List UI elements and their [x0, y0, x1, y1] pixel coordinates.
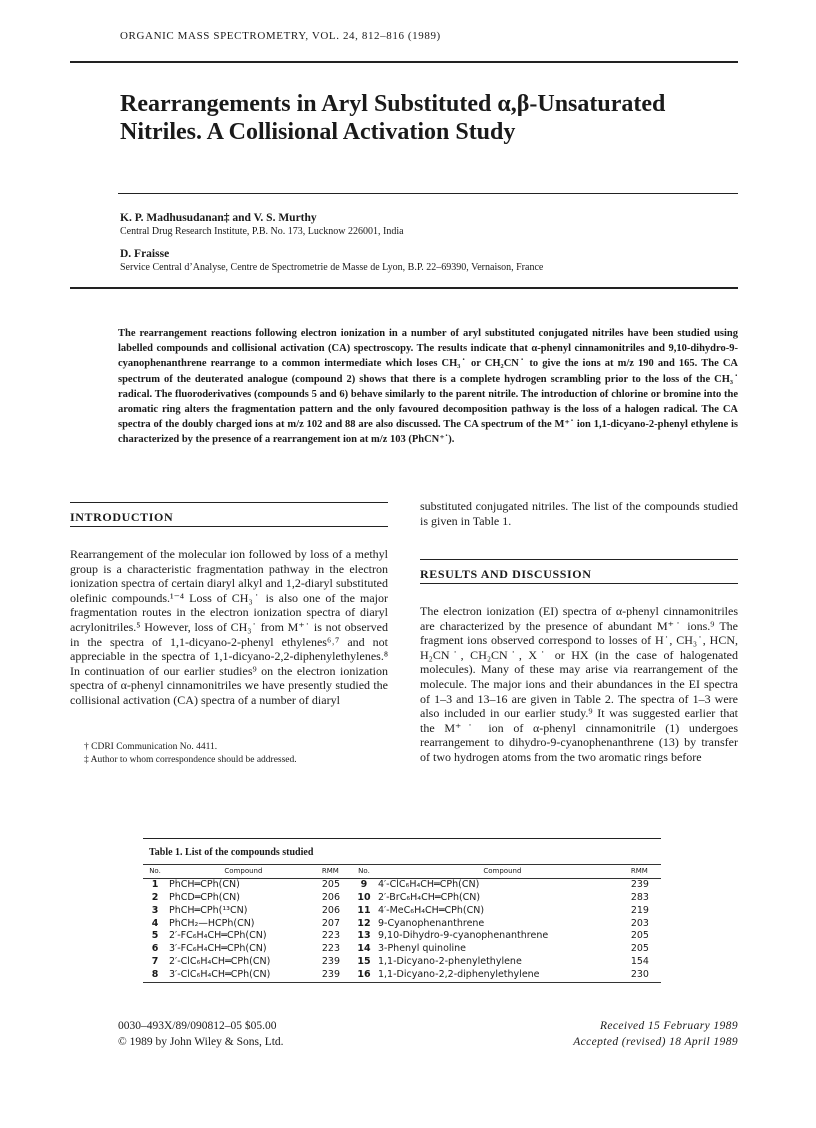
cell-compound: 9,10-Dihydro-9-cyanophenanthrene [377, 930, 549, 942]
cell-rmm: 239 [321, 968, 340, 980]
cell-compound: 2′-ClC₆H₄CH═CPh(CN) [169, 955, 271, 967]
cell-compound: 2′-BrC₆H₄CH═CPh(CN) [377, 891, 481, 903]
author-block-2 [120, 248, 543, 273]
article-title: Rearrangements in Aryl Substituted α,β-Unsaturated Nitriles. A Collisional Activation Study [120, 91, 666, 145]
cell-no: 7 [151, 955, 159, 967]
introduction-paragraph [70, 547, 388, 708]
introduction-continuation: substituted conjugated nitriles. The list of the compounds studied is given in Table 1. [420, 499, 738, 528]
cell-rmm: 239 [630, 879, 649, 891]
cell-no: 8 [151, 968, 159, 980]
issn-price: 0030–493X/89/090812–05 $05.00 [118, 1020, 277, 1032]
cell-no: 5 [151, 930, 159, 942]
results-heading: RESULTS AND DISCUSSION [420, 567, 592, 581]
th-no-1: No. [143, 865, 167, 879]
intro-rule-top [70, 502, 388, 503]
table-row [143, 918, 661, 931]
cell-no: 10 [357, 891, 371, 903]
cell-compound: 3′-FC₆H₄CH═CPh(CN) [169, 943, 267, 955]
results-rule-bottom [420, 583, 738, 584]
cell-no: 3 [151, 904, 159, 916]
cell-compound: 9-Cyanophenanthrene [377, 917, 485, 929]
table-header-row [143, 865, 661, 879]
cell-rmm: 230 [630, 968, 649, 980]
cell-compound: 1,1-Dicyano-2,2-diphenylethylene [377, 968, 540, 980]
intro-rule-bottom [70, 526, 388, 527]
cell-rmm: 206 [321, 904, 340, 916]
th-compound-1: Compound [167, 865, 320, 879]
cell-compound: 4′-ClC₆H₄CH═CPh(CN) [377, 879, 480, 891]
cell-rmm: 206 [321, 891, 340, 903]
cell-rmm: 239 [321, 955, 340, 967]
cell-no: 9 [360, 879, 368, 891]
cell-rmm: 205 [321, 879, 340, 891]
cell-no: 16 [357, 968, 371, 980]
introduction-heading: INTRODUCTION [70, 510, 174, 524]
cell-no: 2 [151, 891, 159, 903]
authors-rule [70, 287, 738, 289]
cell-no: 15 [357, 955, 371, 967]
abstract: The rearrangement reactions following electron ionization in a number of aryl substituted conjugated nitriles have been studied using labelled compounds and collisional activation (CA) spectroscopy. The results indicate that α-phenyl cinnamonitriles and 9,10-dihydro-9-cyanophenanthrene rearrange to a common intermediate which loses CH₃˙ or CH₂CN˙ to give the ions at m/z 190 and 165. The CA spectrum of the deuterated analogue (compound 2) shows that there is a complete hydrogen scrambling prior to the loss of the CH₃˙ radical. The fluoroderivatives (compounds 5 and 6) behave similarly to the parent nitrile. The introduction of chlorine or bromine into the aromatic ring alters the fragmentation pattern and the only favoured decomposition pathway is the loss of a halogen radical. The CA spectra of the doubly charged ions at m/z 102 and 88 are also discussed. The CA spectrum of the M⁺˙ ion 1,1-dicyano-2-phenyl ethylene is characterized by the presence of a rearrangement ion at m/z 103 (PhCN⁺˙). [118, 328, 738, 446]
author-affiliation-1: Central Drug Research Institute, P.B. No. 173, Lucknow 226001, India [120, 226, 404, 237]
cell-compound: 3′-ClC₆H₄CH═CPh(CN) [169, 968, 271, 980]
results-rule-top [420, 559, 738, 560]
table-row [143, 956, 661, 969]
cell-compound: 1,1-Dicyano-2-phenylethylene [377, 955, 522, 967]
author-names-2: D. Fraisse [120, 248, 170, 260]
cell-rmm: 154 [630, 955, 649, 967]
header-rule [70, 61, 738, 63]
footnote-2: ‡ Author to whom correspondence should be addressed. [84, 755, 297, 765]
cell-rmm: 219 [630, 904, 649, 916]
table-row [143, 879, 661, 892]
cell-compound: 2′-FC₆H₄CH═CPh(CN) [169, 930, 267, 942]
cell-compound: PhCH═CPh(¹³CN) [169, 904, 248, 916]
cell-rmm: 205 [630, 943, 649, 955]
table-title: Table 1. List of the compounds studied [149, 847, 314, 859]
introduction-text: Rearrangement of the molecular ion followed by loss of a methyl group is a characteristic fragmentation pathway in the electron ionization spectra of certain diaryl alkyl and 1,2-diaryl substituted olefinic compounds.¹⁻⁴ Loss of CH₃˙ is also one of the major fragmentation routes in the electron ionization spectra of diaryl acrylonitriles.⁵ However, loss of CH₃˙ from M⁺˙ is not observed in the spectra of 1,1-dicyano-2-phenyl ethylenes⁶˒⁷ and not appreciable in the spectra of 1,1-dicyano-2,2-diphenylethylenes.⁸ In continuation of our earlier studies⁹ on the electron ionization spectra of α-phenyl cinnamonitriles we have presently studied the collisional activation (CA) spectra of a number of diaryl [70, 547, 388, 707]
cell-rmm: 223 [321, 943, 340, 955]
cell-no: 4 [151, 917, 159, 929]
table-row [143, 930, 661, 943]
table-top-rule [143, 838, 661, 839]
table-body [143, 879, 661, 982]
footnotes [84, 741, 384, 767]
cell-no: 12 [357, 917, 371, 929]
table-row [143, 969, 661, 982]
th-no-2: No. [352, 865, 376, 879]
cell-rmm: 207 [321, 917, 340, 929]
cell-compound: 3-Phenyl quinoline [377, 943, 467, 955]
cell-compound: PhCH₂—HCPh(CN) [169, 917, 255, 929]
author-block-1 [120, 212, 404, 237]
received-date: Received 15 February 1989 [599, 1020, 738, 1032]
table-row [143, 943, 661, 956]
table-row [143, 905, 661, 918]
th-compound-2: Compound [376, 865, 629, 879]
results-paragraph: The electron ionization (EI) spectra of α-phenyl cinnamonitriles are characterized by the presence of abundant M⁺˙ ions.⁹ The fragment ions observed correspond to losses of H˙, CH₃˙, HCN, H₂CN˙, CH₂CN˙, X˙ or HX (in the case of halogenated molecules). Many of these may arise via rearrangement of the molecule. The major ions and their abundances in the EI spectra of 1–3 and 13–16 are given in Table 2. The spectra of 1–3 were also included in our earlier study.⁹ It was suggested earlier that the M⁺˙ ion of α-phenyl cinnamonitrile (1) undergoes rearrangement to dihydro-9-cyanophenanthrene (13) by transfer of two hydrogen atoms from the two aromatic rings before [420, 604, 738, 764]
table-row [143, 892, 661, 905]
cell-rmm: 223 [321, 930, 340, 942]
cell-no: 6 [151, 943, 159, 955]
publication-info [118, 1018, 284, 1050]
compounds-table-grid [143, 864, 661, 982]
cell-compound: PhCD═CPh(CN) [169, 891, 240, 903]
th-rmm-1: RMM [320, 865, 352, 879]
title-rule [118, 193, 738, 194]
compounds-table [143, 838, 661, 983]
journal-header: ORGANIC MASS SPECTROMETRY, VOL. 24, 812–816 (1989) [120, 30, 441, 42]
cell-no: 13 [357, 930, 371, 942]
cell-no: 14 [357, 943, 371, 955]
cell-rmm: 203 [630, 917, 649, 929]
th-rmm-2: RMM [629, 865, 661, 879]
dates-info [500, 1018, 738, 1050]
cell-compound: PhCH═CPh(CN) [169, 879, 240, 891]
accepted-date: Accepted (revised) 18 April 1989 [573, 1036, 738, 1048]
cell-compound: 4′-MeC₆H₄CH═CPh(CN) [377, 904, 485, 916]
author-affiliation-2: Service Central d’Analyse, Centre de Spectrometrie de Masse de Lyon, B.P. 22–69390, Vernaison, France [120, 262, 544, 273]
cell-rmm: 283 [630, 891, 649, 903]
copyright: © 1989 by John Wiley & Sons, Ltd. [118, 1036, 284, 1048]
author-names-1: K. P. Madhusudanan‡ and V. S. Murthy [120, 212, 317, 224]
footnote-1: † CDRI Communication No. 4411. [84, 742, 218, 752]
cell-no: 1 [151, 879, 159, 891]
cell-no: 11 [357, 904, 371, 916]
cell-rmm: 205 [630, 930, 649, 942]
